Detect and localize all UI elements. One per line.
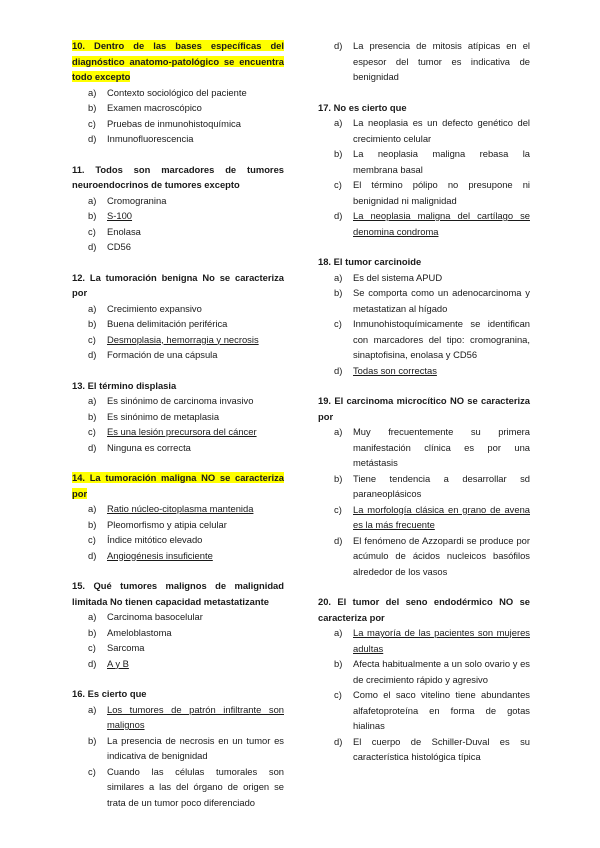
option-item xyxy=(72,733,284,764)
option-item xyxy=(72,517,284,533)
option-item xyxy=(72,224,284,240)
option-item xyxy=(318,115,530,146)
option-list xyxy=(318,270,530,379)
option-text: S-100 xyxy=(107,210,133,221)
option-letter: d) xyxy=(88,441,97,453)
option-letter: a) xyxy=(88,703,97,715)
option-text: Carcinoma basocelular xyxy=(107,611,203,622)
option-item xyxy=(318,363,530,379)
option-text: La neoplasia es un defecto genético del crecimiento celular xyxy=(353,117,530,144)
option-item xyxy=(72,440,284,456)
option-item xyxy=(72,532,284,548)
option-item xyxy=(318,656,530,687)
question-text xyxy=(318,594,530,625)
option-letter: c) xyxy=(88,117,96,129)
question-label: 10. Dentro de las bases específicas del diagnóstico anatomo-patológico se encuentra todo excepto xyxy=(72,40,284,82)
option-letter: b) xyxy=(88,210,97,221)
option-letter: d) xyxy=(334,735,343,747)
option-letter: c) xyxy=(88,642,96,653)
option-letter: c) xyxy=(334,503,342,515)
option-text: Inmunohistoquímicamente se identifican con marcadores del tipo: cromogranina, sinaptofisina, enolasa y CD56 xyxy=(353,318,530,360)
option-letter: a) xyxy=(88,302,97,314)
option-text: Pruebas de inmunohistoquímica xyxy=(107,117,241,129)
option-item xyxy=(318,316,530,363)
option-letter: d) xyxy=(88,549,97,561)
option-item xyxy=(72,656,284,672)
option-item xyxy=(72,501,284,517)
option-text: Se comporta como un adenocarcinoma y metastatizan al hígado xyxy=(353,287,530,314)
option-text: Ninguna es correcta xyxy=(107,441,191,453)
option-text: Cromogranina xyxy=(107,194,167,206)
option-list xyxy=(318,424,530,579)
question-block xyxy=(318,393,530,579)
question-label: 15. Qué tumores malignos de malignidad limitada No tienen capacidad metastatizante xyxy=(72,580,284,607)
option-list xyxy=(72,393,284,455)
option-text: Índice mitótico elevado xyxy=(107,534,203,545)
option-item xyxy=(318,625,530,656)
question-text xyxy=(72,578,284,609)
question-text xyxy=(72,38,284,85)
option-item xyxy=(318,285,530,316)
option-letter: c) xyxy=(334,318,342,329)
question-text xyxy=(318,254,530,270)
question-text xyxy=(72,162,284,193)
option-letter: b) xyxy=(334,658,343,669)
option-item xyxy=(318,533,530,580)
option-text: Afecta habitualmente a un solo ovario y es de crecimiento rápido y agresivo xyxy=(353,658,530,685)
option-item xyxy=(72,131,284,147)
option-letter: c) xyxy=(88,426,96,437)
option-letter: d) xyxy=(334,210,343,221)
option-item xyxy=(72,702,284,733)
option-list xyxy=(72,301,284,363)
right-column xyxy=(318,38,530,780)
option-letter: b) xyxy=(88,102,97,113)
option-text: La neoplasia maligna del cartílago se denomina condroma xyxy=(353,210,530,237)
option-item xyxy=(72,332,284,348)
option-letter: b) xyxy=(334,472,343,484)
option-letter: c) xyxy=(88,333,96,345)
option-text: Como el saco vitelino tiene abundantes alfafetoproteína en forma de gotas hialinas xyxy=(353,689,530,731)
option-item xyxy=(72,193,284,209)
option-item xyxy=(318,208,530,239)
option-text: Crecimiento expansivo xyxy=(107,302,202,314)
option-text: El término pólipo no presupone ni benignidad ni malignidad xyxy=(353,179,530,206)
option-letter: c) xyxy=(88,534,96,545)
option-letter: d) xyxy=(88,133,97,144)
option-item xyxy=(318,734,530,765)
option-item xyxy=(72,85,284,101)
question-label: 13. El término displasia xyxy=(72,379,177,391)
option-text: El fenómeno de Azzopardi se produce por acúmulo de ácidos nucleicos basófilos alrededor de los vasos xyxy=(353,534,530,577)
option-text: Desmoplasia, hemorragia y necrosis xyxy=(107,333,259,345)
option-item xyxy=(72,347,284,363)
option-item xyxy=(72,393,284,409)
question-block xyxy=(72,578,284,671)
option-item xyxy=(318,177,530,208)
option-item xyxy=(72,424,284,440)
left-column xyxy=(72,38,284,825)
option-item xyxy=(318,38,530,85)
option-list xyxy=(318,625,530,765)
option-item xyxy=(72,764,284,811)
option-text: Los tumores de patrón infiltrante son malignos xyxy=(107,703,284,730)
option-text: El cuerpo de Schiller-Duval es su característica histológica típica xyxy=(353,735,530,762)
option-text: Muy frecuentemente su primera manifestación clínica es por una metástasis xyxy=(353,426,530,468)
option-item xyxy=(72,208,284,224)
option-text: Todas son correctas xyxy=(353,364,437,376)
question-label: 20. El tumor del seno endodérmico NO se caracteriza por xyxy=(318,596,530,623)
option-letter: b) xyxy=(88,734,97,746)
option-text: Es del sistema APUD xyxy=(353,271,443,283)
option-letter: d) xyxy=(88,241,97,252)
option-text: Angiogénesis insuficiente xyxy=(107,549,213,561)
option-letter: d) xyxy=(334,534,343,546)
option-item xyxy=(72,640,284,656)
option-text: Formación de una cápsula xyxy=(107,349,218,360)
option-letter: c) xyxy=(334,689,342,700)
option-letter: a) xyxy=(88,611,97,622)
option-letter: d) xyxy=(88,657,97,669)
option-text: Contexto sociológico del paciente xyxy=(107,86,247,98)
option-letter: a) xyxy=(334,426,343,437)
question-text xyxy=(72,378,284,394)
option-text: La presencia de mitosis atípicas en el espesor del tumor es indicativa de benignidad xyxy=(353,40,530,82)
option-list xyxy=(318,38,530,85)
option-letter: d) xyxy=(334,364,343,376)
option-text: Enolasa xyxy=(107,225,141,237)
option-letter: b) xyxy=(334,287,343,298)
question-label: 12. La tumoración benigna No se caracteriza por xyxy=(72,271,284,298)
option-text: Sarcoma xyxy=(107,642,145,653)
option-letter: b) xyxy=(88,318,97,329)
option-letter: c) xyxy=(334,179,342,190)
option-text: CD56 xyxy=(107,241,131,252)
option-text: La morfología clásica en grano de avena es la más frecuente xyxy=(353,503,530,530)
option-text: Es sinónimo de carcinoma invasivo xyxy=(107,395,254,406)
option-item xyxy=(318,424,530,471)
option-list xyxy=(72,85,284,147)
question-text xyxy=(318,393,530,424)
question-label: 11. Todos son marcadores de tumores neuroendocrinos de tumores excepto xyxy=(72,163,284,190)
option-text: Ameloblastoma xyxy=(107,626,172,638)
option-text: A y B xyxy=(107,657,129,669)
question-block xyxy=(318,100,530,240)
option-letter: c) xyxy=(88,765,96,777)
option-item xyxy=(318,471,530,502)
question-text xyxy=(72,686,284,702)
question-block xyxy=(72,378,284,456)
option-item xyxy=(72,100,284,116)
option-text: La presencia de necrosis en un tumor es indicativa de benignidad xyxy=(107,734,284,761)
question-block xyxy=(72,162,284,255)
option-letter: a) xyxy=(334,627,343,638)
option-list xyxy=(72,609,284,671)
option-item xyxy=(72,409,284,425)
question-block xyxy=(72,270,284,363)
question-block xyxy=(318,594,530,765)
option-letter: a) xyxy=(334,117,343,128)
question-text xyxy=(72,270,284,301)
option-text: Buena delimitación periférica xyxy=(107,318,228,329)
option-letter: b) xyxy=(88,626,97,638)
option-list xyxy=(72,193,284,255)
option-letter: b) xyxy=(334,148,343,159)
option-list xyxy=(318,115,530,239)
question-label: 19. El carcinoma microcítico NO se caracteriza por xyxy=(318,395,530,422)
option-text: Inmunofluorescencia xyxy=(107,133,194,144)
option-text: La mayoría de las pacientes son mujeres adultas xyxy=(353,627,530,654)
question-label: 14. La tumoración maligna NO se caracteriza por xyxy=(72,472,284,499)
question-block xyxy=(72,38,284,147)
option-letter: a) xyxy=(334,271,343,283)
option-item xyxy=(72,548,284,564)
option-text: Ratio núcleo-citoplasma mantenida xyxy=(107,503,254,514)
option-text: Pleomorfismo y atipia celular xyxy=(107,518,227,530)
question-text xyxy=(72,470,284,501)
option-item xyxy=(318,146,530,177)
option-list xyxy=(72,501,284,563)
option-item xyxy=(72,625,284,641)
option-letter: a) xyxy=(88,194,97,206)
question-label: 18. El tumor carcinoide xyxy=(318,256,422,267)
question-label: 16. Es cierto que xyxy=(72,688,147,699)
question-block xyxy=(318,254,530,378)
question-label: 17. No es cierto que xyxy=(318,101,407,113)
option-letter: a) xyxy=(88,86,97,98)
option-item xyxy=(72,301,284,317)
option-letter: a) xyxy=(88,395,97,406)
option-item xyxy=(72,116,284,132)
option-letter: b) xyxy=(88,410,97,422)
question-block xyxy=(72,470,284,563)
option-item xyxy=(318,270,530,286)
option-item xyxy=(72,316,284,332)
option-letter: d) xyxy=(88,349,97,360)
option-item xyxy=(318,502,530,533)
option-list xyxy=(72,702,284,811)
option-letter: b) xyxy=(88,518,97,530)
option-letter: c) xyxy=(88,225,96,237)
option-text: La neoplasia maligna rebasa la membrana basal xyxy=(353,148,530,175)
option-text: Es sinónimo de metaplasia xyxy=(107,410,220,422)
question-block xyxy=(72,686,284,810)
option-text: Tiene tendencia a desarrollar sd paraneoplásicos xyxy=(353,472,530,499)
question-text xyxy=(318,100,530,116)
question-block xyxy=(318,38,530,85)
option-item xyxy=(72,609,284,625)
option-item xyxy=(72,239,284,255)
option-text: Es una lesión precursora del cáncer xyxy=(107,426,257,437)
option-letter: d) xyxy=(334,40,343,51)
option-text: Examen macroscópico xyxy=(107,102,202,113)
option-item xyxy=(318,687,530,734)
option-text: Cuando las células tumorales son similares a las del órgano de origen se trata de un tumor poco diferenciado xyxy=(107,765,284,808)
option-letter: a) xyxy=(88,503,97,514)
